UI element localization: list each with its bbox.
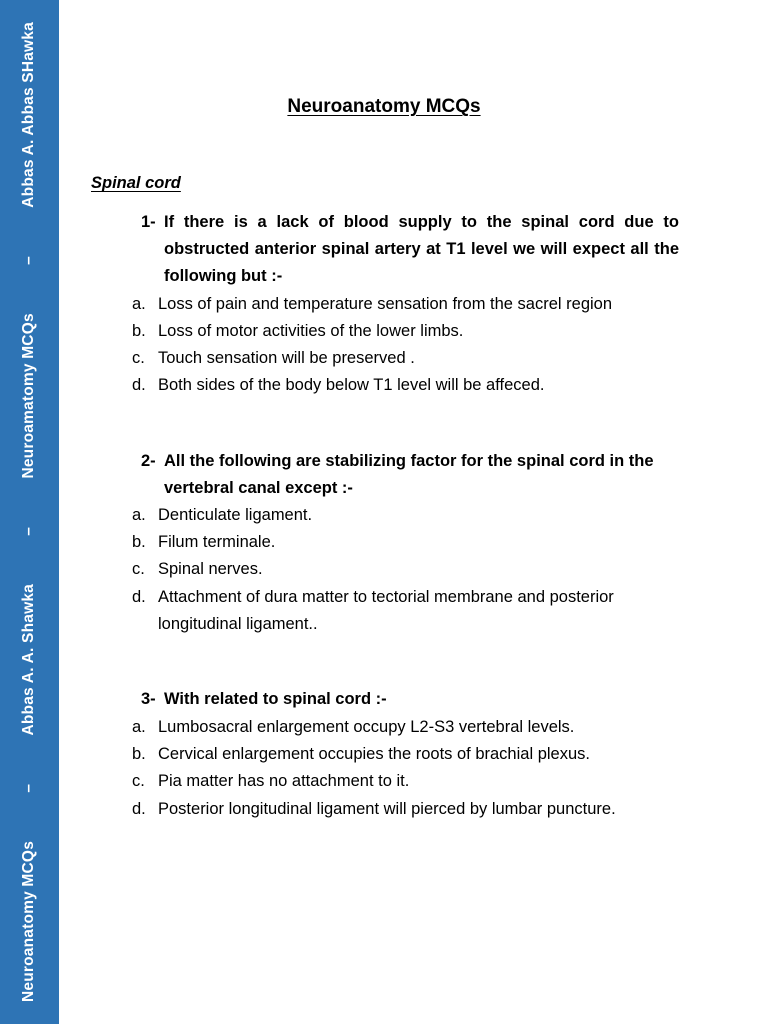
question-number: 1-: [141, 213, 156, 231]
option-letter: b.: [132, 745, 146, 763]
page-title: Neuroanatomy MCQs: [287, 96, 481, 117]
sidebar-part-1: Neuroanatomy MCQs: [20, 840, 37, 1002]
question-text: All the following are stabilizing factor for the spinal cord in the vertebral canal except :-: [164, 452, 654, 497]
option-text: Loss of pain and temperature sensation from the sacrel region: [158, 295, 613, 313]
option-letter: d.: [132, 376, 146, 394]
option-1b: [132, 318, 692, 345]
section-heading: Spinal cord: [91, 174, 181, 192]
option-1c: [132, 345, 692, 372]
sidebar-part-4: Abbas A. Abbas SHawka: [20, 22, 37, 208]
option-text: Posterior longitudinal ligament will pierced by lumbar puncture.: [158, 800, 616, 818]
sidebar-separator: –: [20, 256, 37, 265]
option-1a: [132, 291, 692, 318]
sidebar-band: [0, 0, 59, 1024]
option-2d: [132, 584, 680, 638]
option-text: Both sides of the body below T1 level will be affeced.: [158, 376, 545, 394]
question-3: [141, 686, 679, 713]
option-text: Touch sensation will be preserved .: [158, 349, 415, 367]
option-text: Spinal nerves.: [158, 560, 263, 578]
option-letter: a.: [132, 718, 146, 736]
option-3d: [132, 796, 692, 823]
option-letter: c.: [132, 772, 145, 790]
sidebar-separator: –: [20, 783, 37, 793]
option-2c: [132, 556, 692, 583]
option-text: Filum terminale.: [158, 533, 276, 551]
question-2: [141, 448, 679, 502]
option-2b: [132, 529, 692, 556]
sidebar-part-2: Abbas A. A. Shawka: [20, 584, 37, 736]
option-letter: a.: [132, 295, 146, 313]
option-letter: d.: [132, 800, 146, 818]
option-text: Cervical enlargement occupies the roots of brachial plexus.: [158, 745, 590, 763]
option-text: Loss of motor activities of the lower limbs.: [158, 322, 464, 340]
sidebar-part-3: Neuroamatomy MCQs: [20, 313, 37, 479]
option-letter: c.: [132, 349, 145, 367]
question-1: [141, 209, 679, 290]
option-3a: [132, 714, 692, 741]
question-text: If there is a lack of blood supply to the spinal cord due to obstructed anterior spinal artery at T1 level we will expect all the following but :-: [164, 213, 679, 285]
sidebar-text: [20, 0, 38, 1024]
option-letter: b.: [132, 322, 146, 340]
option-2a: [132, 502, 692, 529]
question-number: 2-: [141, 452, 156, 470]
option-text: Lumbosacral enlargement occupy L2-S3 vertebral levels.: [158, 718, 575, 736]
option-text: Pia matter has no attachment to it.: [158, 772, 410, 790]
option-letter: c.: [132, 560, 145, 578]
question-text: With related to spinal cord :-: [164, 690, 387, 708]
option-text: Attachment of dura matter to tectorial membrane and posterior longitudinal ligament..: [158, 588, 614, 633]
option-text: Denticulate ligament.: [158, 506, 313, 524]
option-3b: [132, 741, 692, 768]
question-number: 3-: [141, 690, 156, 708]
option-letter: b.: [132, 533, 146, 551]
option-letter: a.: [132, 506, 146, 524]
option-1d: [132, 372, 692, 399]
option-3c: [132, 768, 692, 795]
option-letter: d.: [132, 588, 146, 606]
sidebar-separator: –: [20, 526, 37, 536]
